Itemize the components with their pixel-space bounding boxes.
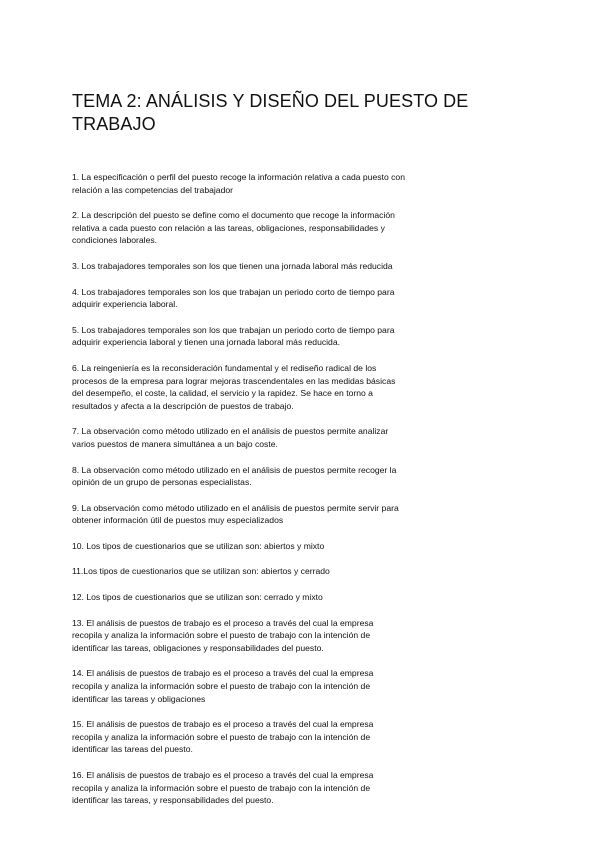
question-line: relación a las competencias del trabajador — [72, 184, 233, 195]
question-line: identificar las tareas del puesto. — [72, 744, 193, 755]
question-line: adquirir experiencia laboral. — [72, 299, 178, 310]
question-line: recopila y analiza la información sobre el puesto de trabajo con la intención de — [72, 630, 371, 641]
question-line: procesos de la empresa para lograr mejoras trascendentales en las medidas básicas — [72, 375, 396, 386]
question-line: opinión de un grupo de personas especialistas. — [72, 477, 252, 488]
question-item — [72, 591, 542, 604]
question-line: 12. Los tipos de cuestionarios que se utilizan son: cerrado y mixto — [72, 592, 323, 603]
question-line: varios puestos de manera simultánea a un bajo coste. — [72, 438, 278, 449]
question-item — [72, 617, 542, 655]
question-line: relativa a cada puesto con relación a las tareas, obligaciones, responsabilidades y — [72, 222, 385, 233]
question-line: recopila y analiza la información sobre el puesto de trabajo con la intención de — [72, 782, 371, 793]
question-line: 7. La observación como método utilizado en el análisis de puestos permite analizar — [72, 426, 389, 437]
question-item — [72, 718, 542, 756]
question-line: 15. El análisis de puestos de trabajo es el proceso a través del cual la empresa — [72, 719, 374, 730]
question-line: identificar las tareas y obligaciones — [72, 693, 206, 704]
question-item — [72, 502, 542, 527]
question-line: obtener información útil de puestos muy especializados — [72, 515, 284, 526]
title-line-2: TRABAJO — [72, 114, 156, 134]
question-item — [72, 260, 542, 273]
question-line: recopila y analiza la información sobre el puesto de trabajo con la intención de — [72, 731, 371, 742]
question-item — [72, 667, 542, 705]
question-line: 2. La descripción del puesto se define como el documento que recoge la información — [72, 210, 395, 221]
question-line: 10. Los tipos de cuestionarios que se utilizan son: abiertos y mixto — [72, 540, 325, 551]
question-line: resultados y afecta a la descripción de puestos de trabajo. — [72, 400, 294, 411]
question-line: 3. Los trabajadores temporales son los que tienen una jornada laboral más reducida — [72, 260, 393, 271]
title-line-1: TEMA 2: ANÁLISIS Y DISEÑO DEL PUESTO DE — [72, 91, 469, 111]
question-line: del desempeño, el coste, la calidad, el servicio y la rapidez. Se hace en torno a — [72, 388, 373, 399]
question-item — [72, 286, 542, 311]
question-line: 11.Los tipos de cuestionarios que se utilizan son: abiertos y cerrado — [72, 566, 330, 577]
question-line: 14. El análisis de puestos de trabajo es el proceso a través del cual la empresa — [72, 668, 374, 679]
question-line: 8. La observación como método utilizado en el análisis de puestos permite recoger la — [72, 464, 397, 475]
question-item — [72, 362, 542, 412]
question-line: 16. El análisis de puestos de trabajo es el proceso a través del cual la empresa — [72, 770, 374, 780]
question-line: 5. Los trabajadores temporales son los que trabajan un periodo corto de tiempo para — [72, 324, 395, 335]
question-line: 4. Los trabajadores temporales son los que trabajan un periodo corto de tiempo para — [72, 286, 395, 297]
question-line: 6. La reingeniería es la reconsideración fundamental y el rediseño radical de los — [72, 362, 377, 373]
question-line: identificar las tareas, y responsabilidades del puesto. — [72, 795, 274, 806]
page-title — [72, 90, 542, 136]
question-line: identificar las tareas, obligaciones y responsabilidades del puesto. — [72, 642, 324, 653]
question-item — [72, 171, 542, 196]
question-item — [72, 209, 542, 247]
question-line: 9. La observación como método utilizado en el análisis de puestos permite servir para — [72, 502, 399, 513]
question-item — [72, 464, 542, 489]
question-list — [72, 158, 542, 807]
question-line: adquirir experiencia laboral y tienen una jornada laboral más reducida. — [72, 337, 341, 348]
question-item — [72, 769, 542, 807]
question-item — [72, 540, 542, 553]
question-line: recopila y analiza la información sobre el puesto de trabajo con la intención de — [72, 681, 371, 692]
question-item — [72, 565, 542, 578]
question-line: 1. La especificación o perfil del puesto recoge la información relativa a cada puesto con — [72, 172, 405, 182]
question-item — [72, 425, 542, 450]
question-line: 13. El análisis de puestos de trabajo es el proceso a través del cual la empresa — [72, 617, 374, 628]
question-line: condiciones laborales. — [72, 235, 158, 246]
question-item — [72, 324, 542, 349]
